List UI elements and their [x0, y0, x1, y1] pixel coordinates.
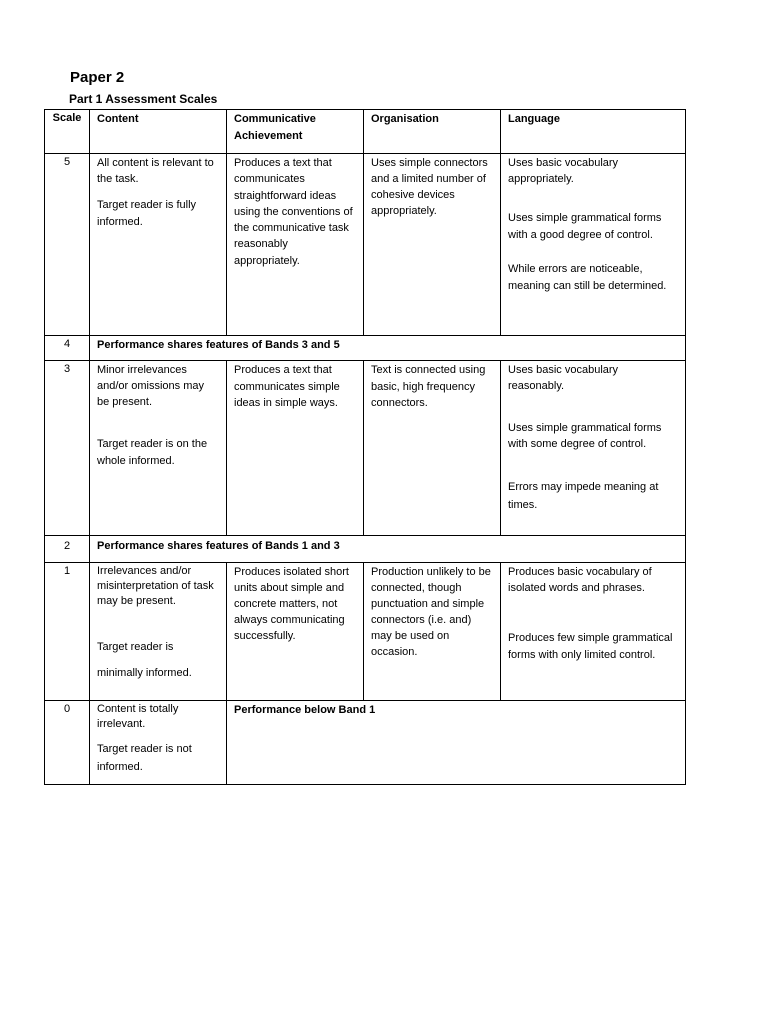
content-cell — [90, 563, 227, 701]
table-row-band-0 — [45, 701, 686, 785]
table-row-band-3 — [45, 361, 686, 536]
header-communicative-achievement: Communicative Achievement — [227, 110, 364, 154]
header-scale: Scale — [45, 110, 90, 154]
organisation-cell — [364, 361, 501, 536]
table-row-band-2 — [45, 536, 686, 563]
language-text: Errors may impede meaning at times. — [508, 481, 659, 511]
language-text: Uses simple grammatical forms with some degree of control. — [508, 422, 662, 450]
scale-cell: 0 — [45, 701, 90, 785]
header-organisation: Organisation — [364, 110, 501, 154]
communicative-cell — [227, 563, 364, 701]
communicative-cell — [227, 154, 364, 336]
scale-cell: 1 — [45, 563, 90, 701]
table-header-row — [45, 110, 686, 154]
content-text: Target reader is not informed. — [97, 743, 192, 773]
language-text: Uses basic vocabulary appropriately. — [508, 157, 619, 185]
scale-cell: 4 — [45, 336, 90, 361]
scale-cell: 3 — [45, 361, 90, 536]
table-row-band-1 — [45, 563, 686, 701]
document-title: Paper 2 — [70, 69, 125, 86]
band-summary: Performance shares features of Bands 1 and 3 — [90, 536, 686, 563]
header-language: Language — [501, 110, 686, 154]
document-subtitle: Part 1 Assessment Scales — [69, 92, 218, 106]
header-content: Content — [90, 110, 227, 154]
organisation-text: Text is connected using basic, high frequency connectors. — [371, 364, 486, 409]
scale-cell: 5 — [45, 154, 90, 336]
language-text: Produces basic vocabulary of isolated words and phrases. — [508, 566, 652, 594]
language-cell — [501, 563, 686, 701]
content-cell — [90, 361, 227, 536]
language-text: Produces few simple grammatical forms with only limited control. — [508, 632, 673, 661]
communicative-text: Produces a text that communicates simple ideas in simple ways. — [234, 364, 340, 409]
band-summary: Performance below Band 1 — [227, 701, 686, 785]
content-cell — [90, 701, 227, 785]
language-text: Uses simple grammatical forms with a good degree of control. — [508, 212, 662, 241]
language-text: Uses basic vocabulary reasonably. — [508, 364, 619, 392]
assessment-scales-table — [44, 109, 686, 785]
communicative-text: Produces a text that communicates straightforward ideas using the conventions of the communicative task reasonably appropriately. — [234, 157, 353, 267]
band-summary: Performance shares features of Bands 3 and 5 — [90, 336, 686, 361]
language-text: While errors are noticeable, meaning can still be determined. — [508, 263, 667, 292]
organisation-cell — [364, 563, 501, 701]
organisation-text: Uses simple connectors and a limited number of cohesive devices appropriately. — [371, 157, 488, 217]
content-text: Irrelevances and/or misinterpretation of task may be present. — [97, 565, 214, 607]
content-text: Content is totally irrelevant. — [97, 703, 179, 730]
table-row-band-5 — [45, 154, 686, 336]
content-text: All content is relevant to the task. — [97, 157, 214, 185]
language-cell — [501, 361, 686, 536]
content-cell — [90, 154, 227, 336]
organisation-text: Production unlikely to be connected, though punctuation and simple connectors (i.e. and) may be used on occasion. — [371, 566, 491, 658]
communicative-cell — [227, 361, 364, 536]
content-text: Target reader is on the whole informed. — [97, 438, 208, 467]
communicative-text: Produces isolated short units about simple and concrete matters, not always communicating successfully. — [234, 566, 349, 642]
organisation-cell — [364, 154, 501, 336]
content-text: Minor irrelevances and/or omissions may be present. — [97, 364, 204, 408]
content-text: Target reader is minimally informed. — [97, 641, 192, 679]
scale-cell: 2 — [45, 536, 90, 563]
content-text: Target reader is fully informed. — [97, 199, 197, 228]
language-cell — [501, 154, 686, 336]
table-row-band-4 — [45, 336, 686, 361]
